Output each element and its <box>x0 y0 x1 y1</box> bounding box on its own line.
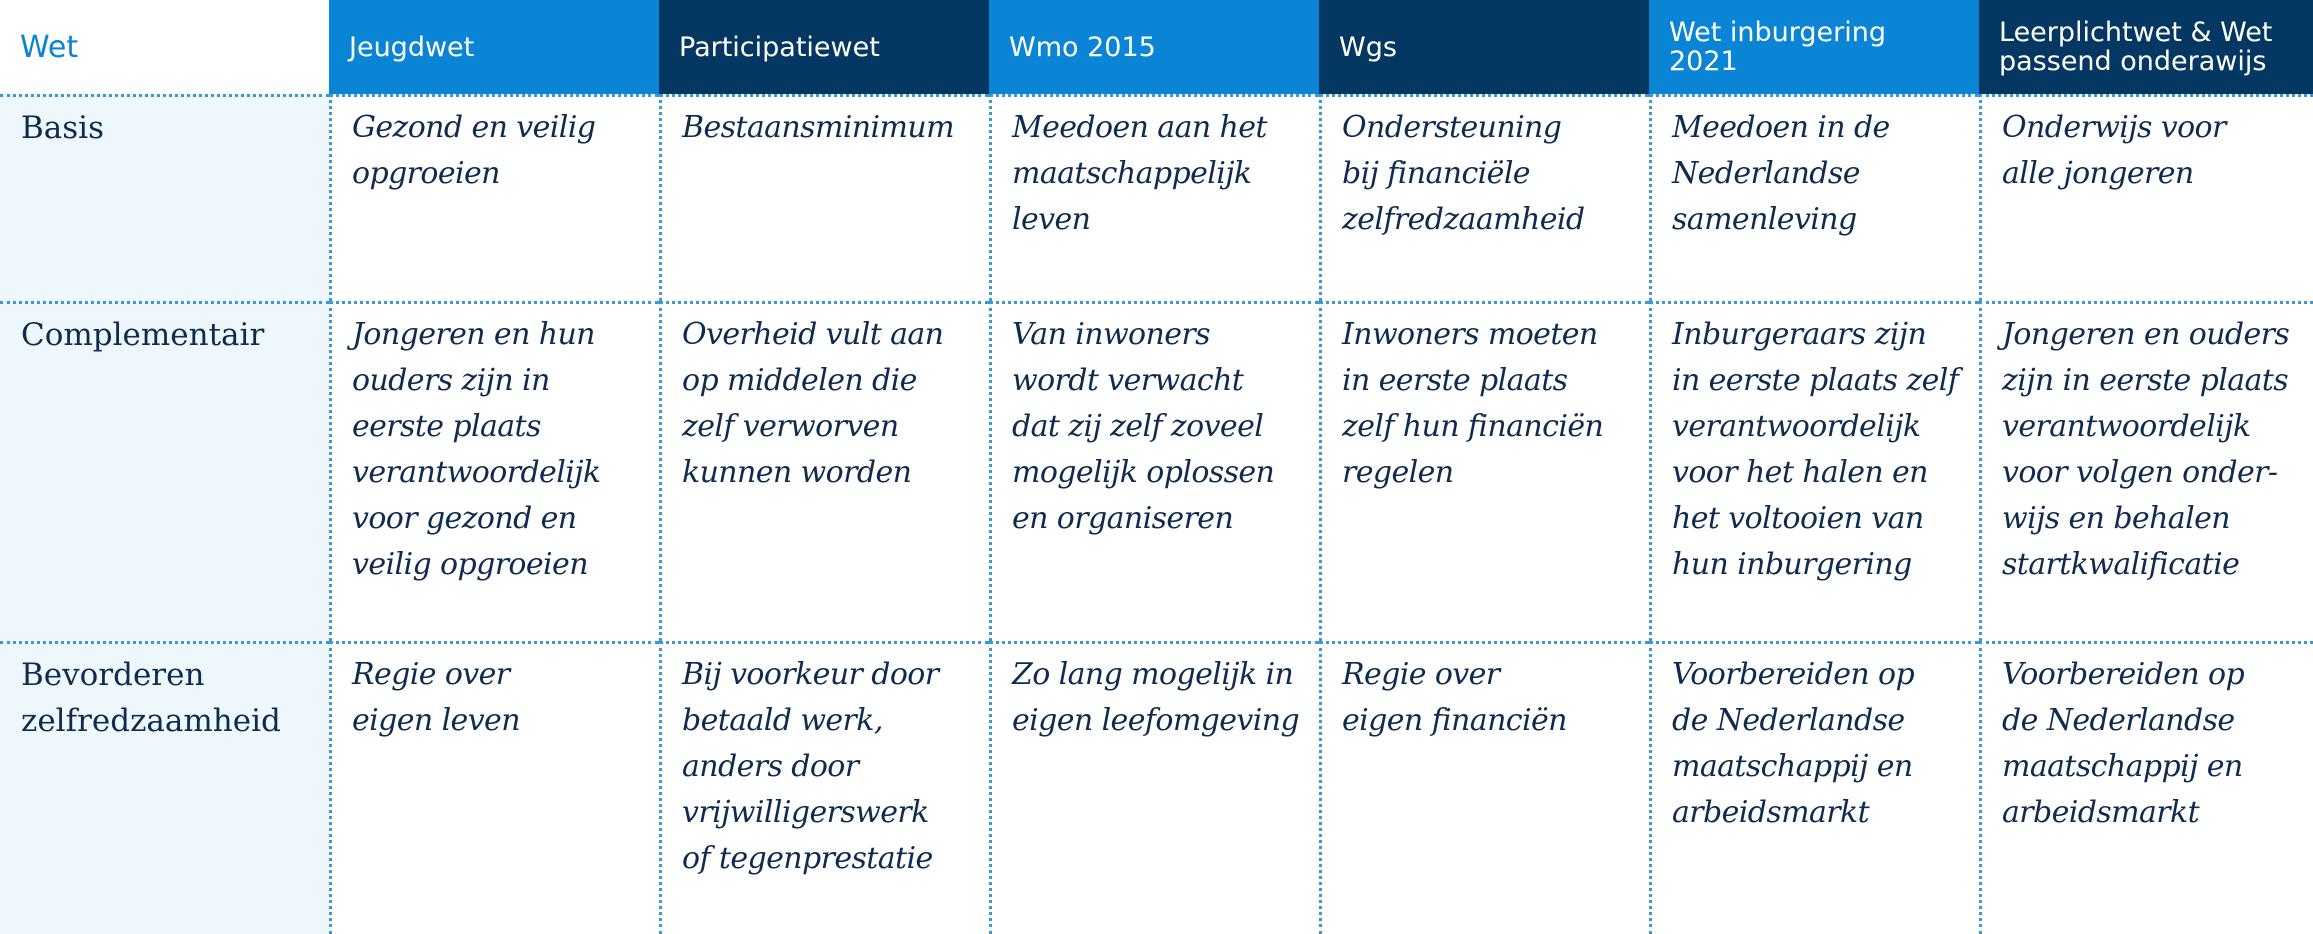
table-cell: Voorbereiden op de Nederlandse maatschappij en arbeidsmarkt <box>1649 641 1979 934</box>
table-cell: Regie over eigen leven <box>329 641 659 934</box>
header-cell-wet: Wet <box>0 0 329 94</box>
table-cell: Jongeren en hun ouders zijn in eerste plaats verantwoordelijk voor gezond en veilig opgroeien <box>329 301 659 641</box>
header-cell-leerplichtwet: Leerplichtwet & Wet passend onderawijs <box>1979 0 2313 94</box>
table-cell: Inwoners moeten in eerste plaats zelf hun financiën regelen <box>1319 301 1649 641</box>
row-label-basis: Basis <box>0 94 329 301</box>
table-cell: Voorbereiden op de Nederlandse maatschappij en arbeidsmarkt <box>1979 641 2313 934</box>
table-cell: Zo lang mogelijk in eigen leefomgeving <box>989 641 1319 934</box>
row-label-bevorderen-zelfredzaamheid: Bevorderen zelfredzaamheid <box>0 641 329 934</box>
table-cell: Overheid vult aan op middelen die zelf verworven kunnen worden <box>659 301 989 641</box>
header-cell-wet-inburgering: Wet inburgering 2021 <box>1649 0 1979 94</box>
header-cell-participatiewet: Participatiewet <box>659 0 989 94</box>
table-cell: Regie over eigen financiën <box>1319 641 1649 934</box>
table-cell: Bij voorkeur door betaald werk, anders door vrijwilligerswerk of tegenprestatie <box>659 641 989 934</box>
table-cell: Inburgeraars zijn in eerste plaats zelf verantwoordelijk voor het halen en het voltooien van hun inburgering <box>1649 301 1979 641</box>
table-cell: Jongeren en ouders zijn in eerste plaats verantwoordelijk voor volgen onder- wijs en behalen startkwalificatie <box>1979 301 2313 641</box>
table-cell: Bestaansminimum <box>659 94 989 301</box>
header-cell-wmo: Wmo 2015 <box>989 0 1319 94</box>
table-cell: Gezond en veilig opgroeien <box>329 94 659 301</box>
header-cell-jeugdwet: Jeugdwet <box>329 0 659 94</box>
table-cell: Van inwoners wordt verwacht dat zij zelf zoveel mogelijk oplossen en organiseren <box>989 301 1319 641</box>
table-cell: Ondersteuning bij financiële zelfredzaamheid <box>1319 94 1649 301</box>
table-cell: Onderwijs voor alle jongeren <box>1979 94 2313 301</box>
header-cell-wgs: Wgs <box>1319 0 1649 94</box>
row-label-complementair: Complementair <box>0 301 329 641</box>
table-cell: Meedoen aan het maatschappelijk leven <box>989 94 1319 301</box>
table-cell: Meedoen in de Nederlandse samenleving <box>1649 94 1979 301</box>
